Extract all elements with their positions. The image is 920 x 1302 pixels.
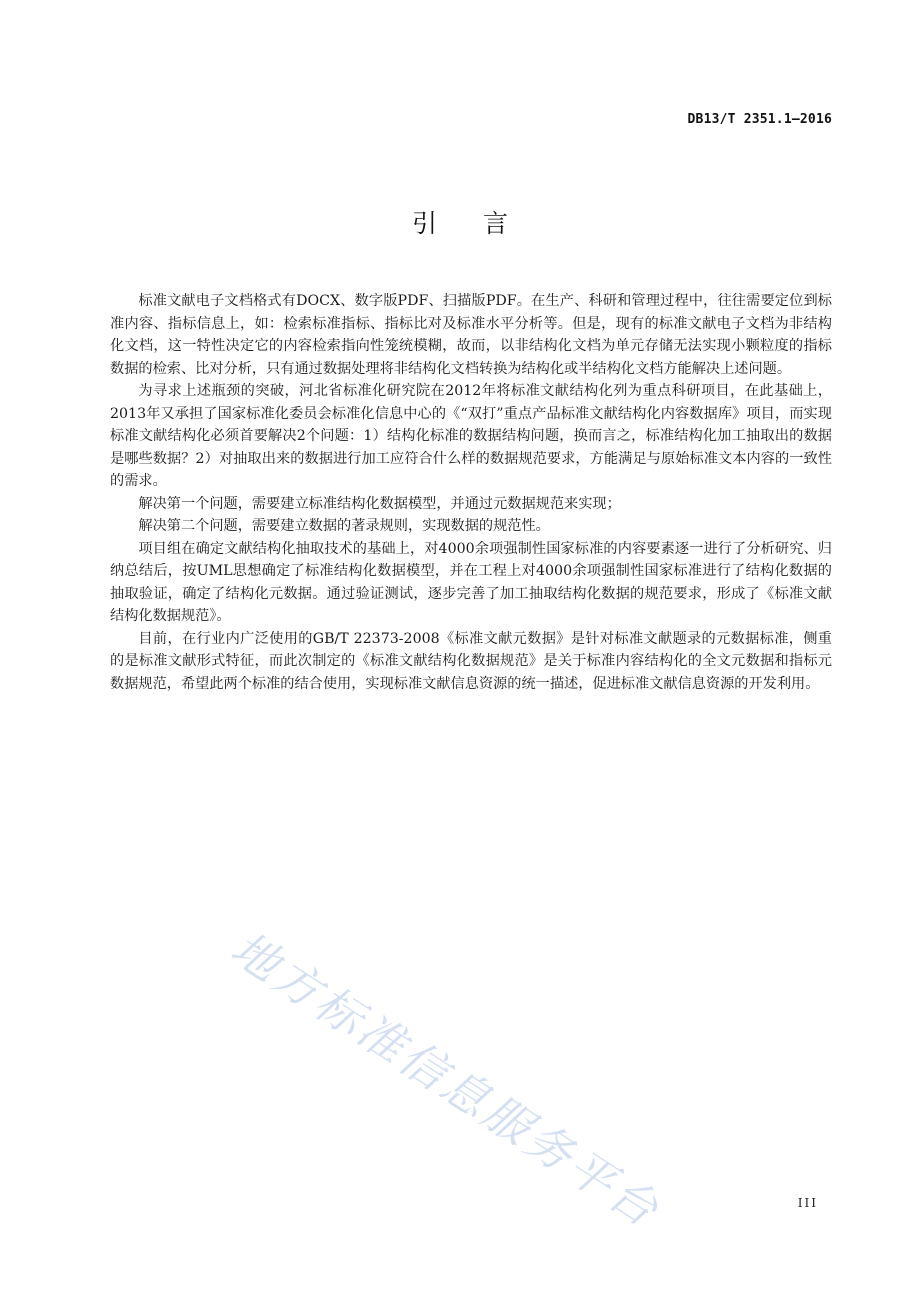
paragraph-1: 标准文献电子文档格式有DOCX、数字版PDF、扫描版PDF。在生产、科研和管理过程中，往往需要定位到标准内容、指标信息上，如：检索标准指标、指标比对及标准水平分析等。但是，现有的标准文献电子文档为非结构化文档，这一特性决定它的内容检索指向性笼统模糊，故而，以非结构化文档为单元存储无法实现小颗粒度的指标数据的检索、比对分析，只有通过数据处理将非结构化文档转换为结构化或半结构化文档方能解决上述问题。	[110, 293, 832, 377]
standard-code: DB13/T 2351.1—2016	[687, 112, 832, 127]
page-title: 引言	[411, 209, 554, 238]
paragraph-5: 项目组在确定文献结构化抽取技术的基础上，对4000余项强制性国家标准的内容要素逐一进行了分析研究、归纳总结后，按UML思想确定了标准结构化数据模型，并在工程上对4000余项强制性国家标准进行了结构化数据的抽取验证，确定了结构化元数据。通过验证测试，逐步完善了加工抽取结构化数据的规范要求，形成了《标准文献结构化数据规范》。	[110, 540, 832, 624]
watermark: 地方标准信息服务平台	[221, 920, 671, 1239]
paragraph-4: 解决第二个问题，需要建立数据的著录规则，实现数据的规范性。	[138, 518, 550, 534]
introduction-body	[110, 290, 832, 695]
page-number: III	[797, 1196, 818, 1210]
paragraph-6: 目前，在行业内广泛使用的GB/T 22373-2008《标准文献元数据》是针对标准文献题录的元数据标准，侧重的是标准文献形式特征，而此次制定的《标准文献结构化数据规范》是关于标准内容结构化的全文元数据和指标元数据规范，希望此两个标准的结合使用，实现标准文献信息资源的统一描述，促进标准文献信息资源的开发利用。	[110, 630, 832, 692]
paragraph-2: 为寻求上述瓶颈的突破，河北省标准化研究院在2012年将标准文献结构化列为重点科研项目，在此基础上，2013年又承担了国家标准化委员会标准化信息中心的《“双打”重点产品标准文献结构化内容数据库》项目，而实现标准文献结构化必须首要解决2个问题：1）结构化标准的数据结构问题，换而言之，标准结构化加工抽取出的数据是哪些数据？2）对抽取出来的数据进行加工应符合什么样的数据规范要求，方能满足与原始标准文本内容的一致性的需求。	[110, 383, 832, 489]
paragraph-3: 解决第一个问题，需要建立标准结构化数据模型，并通过元数据规范来实现；	[138, 495, 621, 512]
